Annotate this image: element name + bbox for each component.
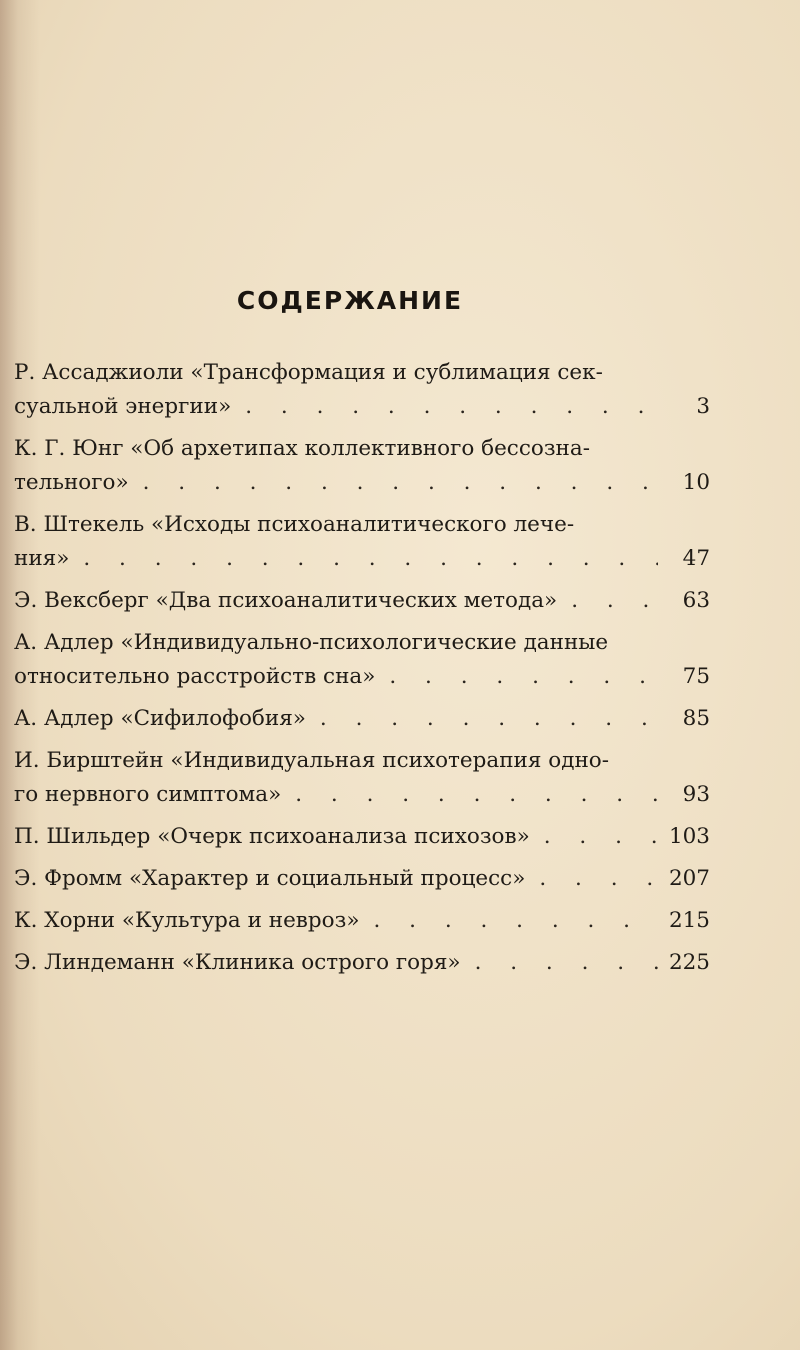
- dot-leader: [557, 584, 658, 618]
- toc-entry-text: тельного»: [14, 470, 129, 495]
- dot-leader: [530, 820, 658, 854]
- dot-leader: [360, 904, 659, 938]
- toc-page-number: 103: [668, 824, 710, 849]
- dot-leader: [525, 862, 658, 896]
- toc-page-number: 207: [668, 866, 710, 891]
- toc-page-number: 10: [682, 470, 710, 495]
- toc-entry-text: суальной энергии»: [14, 394, 232, 419]
- toc-entry-text: относительно расстройств сна»: [14, 664, 376, 689]
- toc-entry-text: Э. Фромм «Характер и социальный процесс»: [14, 866, 526, 891]
- toc-entry: [14, 744, 710, 812]
- toc-entry-text: Э. Линдеманн «Клиника острого горя»: [14, 950, 461, 975]
- toc-entry-text: го нервного симптома»: [14, 782, 282, 807]
- toc-entry-text-line1: И. Бирштейн «Индивидуальная психотерапия одно-: [14, 748, 610, 773]
- toc-entry-text: ния»: [14, 546, 70, 571]
- dot-leader: [461, 946, 658, 980]
- toc-entry: [14, 702, 710, 736]
- toc-entry: [14, 626, 710, 694]
- dot-leader: [69, 542, 658, 576]
- toc-entry: [14, 584, 710, 618]
- toc-page-number: 3: [696, 394, 710, 419]
- toc-entry-text: А. Адлер «Сифилофобия»: [14, 706, 306, 731]
- toc-page-number: 85: [682, 706, 710, 731]
- dot-leader: [231, 390, 658, 424]
- dot-leader: [281, 778, 658, 812]
- toc-entry: [14, 946, 710, 980]
- toc-entry: [14, 508, 710, 576]
- dot-leader: [306, 702, 658, 736]
- toc-entry-text-line1: К. Г. Юнг «Об архетипах коллективного бессозна-: [14, 436, 590, 461]
- page-title: СОДЕРЖАНИЕ: [236, 286, 464, 315]
- toc-entry-text: П. Шильдер «Очерк психоанализа психозов»: [14, 824, 530, 849]
- toc-page-number: 93: [682, 782, 710, 807]
- toc-entry: [14, 432, 710, 500]
- dot-leader: [129, 466, 658, 500]
- dot-leader: [375, 660, 658, 694]
- toc-entry: [14, 862, 710, 896]
- table-of-contents: [14, 356, 710, 988]
- toc-entry-text-line1: А. Адлер «Индивидуально-психологические данные: [14, 630, 609, 655]
- toc-page-number: 75: [682, 664, 710, 689]
- toc-entry-text: К. Хорни «Культура и невроз»: [14, 908, 360, 933]
- toc-page-number: 215: [668, 908, 710, 933]
- toc-entry-text-line1: В. Штекель «Исходы психоаналитического лече-: [14, 512, 575, 537]
- toc-page-number: 47: [682, 546, 710, 571]
- toc-entry: [14, 820, 710, 854]
- toc-entry: [14, 904, 710, 938]
- toc-page-number: 63: [682, 588, 710, 613]
- toc-entry-text: Э. Вексберг «Два психоаналитических метода»: [14, 588, 558, 613]
- toc-entry: [14, 356, 710, 424]
- toc-entry-text-line1: Р. Ассаджиоли «Трансформация и сублимация сек-: [14, 360, 603, 385]
- toc-page-number: 225: [668, 950, 710, 975]
